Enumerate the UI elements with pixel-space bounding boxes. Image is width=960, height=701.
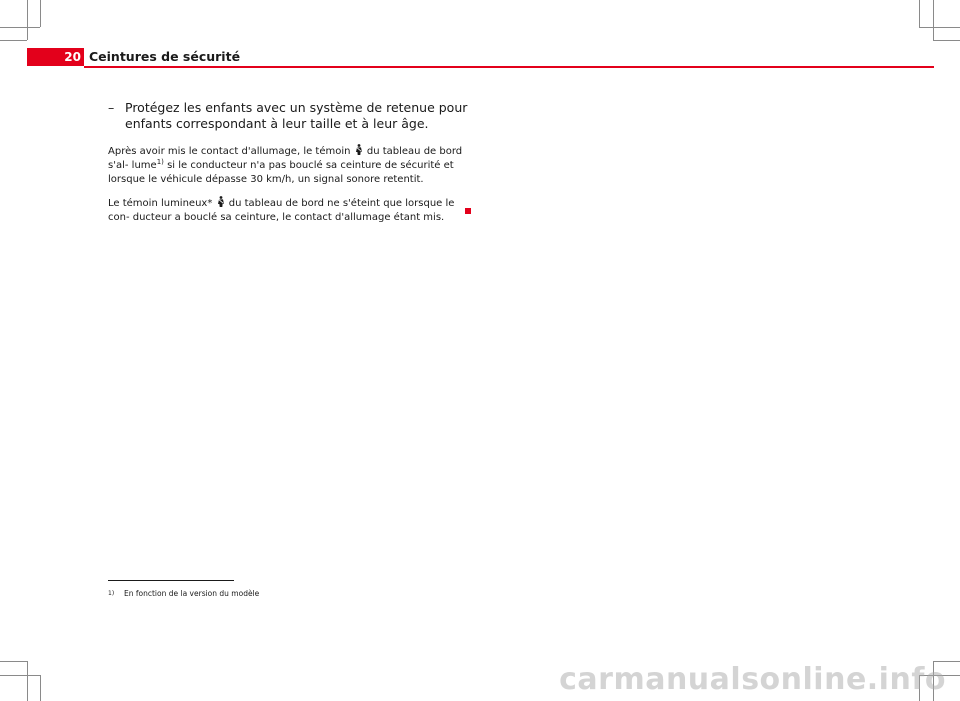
watermark: carmanualsonline.info	[559, 662, 946, 697]
paragraph-text: lume	[131, 160, 157, 171]
crop-mark	[27, 661, 28, 701]
seatbelt-warning-icon	[217, 196, 225, 207]
list-item	[108, 100, 468, 132]
paragraph-text: Après avoir mis le contact d'allumage, le témoin	[108, 146, 351, 157]
footnote-reference: 1)	[156, 158, 164, 166]
header-rule	[84, 66, 934, 68]
footnote-rule	[108, 580, 234, 581]
crop-mark	[933, 40, 960, 41]
paragraph-text: du tableau de bord ne s'éteint que lorsque le con- ducteur a bouclé sa ceinture, le contact d'allumage étant mis.	[108, 198, 455, 223]
section-end-marker	[465, 208, 471, 214]
crop-mark	[0, 27, 40, 28]
footnote	[108, 589, 259, 599]
crop-mark	[40, 0, 41, 27]
page-number: 20	[27, 48, 84, 66]
crop-mark	[0, 661, 27, 662]
paragraph-warning-lamp-off	[108, 196, 468, 225]
bullet-dash: –	[108, 100, 115, 115]
footnote-text: En fonction de la version du modèle	[124, 589, 260, 598]
bullet-text: Protégez les enfants avec un système de retenue pour enfants correspondant à leur taille et à leur âge.	[125, 100, 468, 131]
paragraph-text: Le témoin lumineux*	[108, 198, 213, 209]
page-content	[108, 100, 468, 234]
crop-mark	[933, 0, 934, 40]
seatbelt-warning-icon	[355, 144, 363, 155]
crop-mark	[0, 675, 40, 676]
crop-mark	[40, 675, 41, 701]
paragraph-text: si le conducteur n'a pas bouclé sa ceinture de sécurité et lorsque le véhicule dépasse 30 km/h, un signal sonore retentit.	[108, 160, 454, 185]
page-title: Ceintures de sécurité	[89, 49, 241, 64]
crop-mark	[919, 0, 920, 27]
crop-mark	[0, 40, 27, 41]
paragraph-warning-lamp	[108, 144, 468, 187]
crop-mark	[27, 0, 28, 40]
footnote-marker: 1)	[108, 590, 115, 597]
crop-mark	[919, 27, 960, 28]
paragraph-text: du tableau de bord s'al-	[108, 146, 463, 171]
